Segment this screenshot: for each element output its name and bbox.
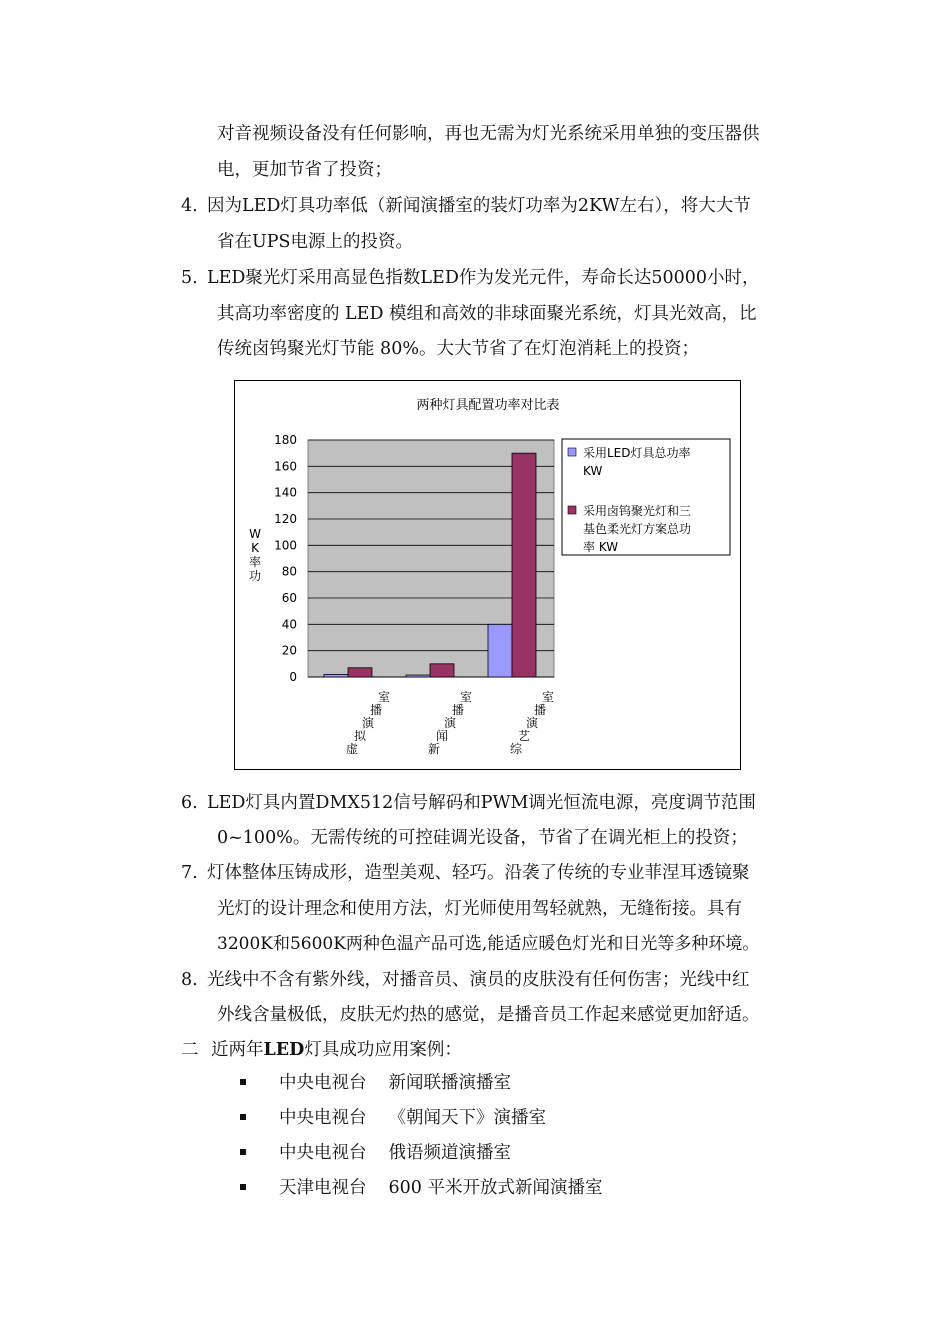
x-tick-label-char: 演 (443, 716, 457, 730)
list-item-8 (181, 968, 750, 992)
list-item (279, 1106, 546, 1130)
y-axis-label-char: 功 (248, 569, 262, 583)
section-heading-bold: LED (263, 1040, 305, 1060)
case-station: 天津电视台 (279, 1178, 367, 1198)
x-tick-label-char: 播 (369, 703, 383, 717)
y-tick-label: 20 (281, 643, 297, 658)
bar (512, 453, 536, 677)
list-number: 8. (181, 970, 198, 990)
x-tick-label-char: 室 (541, 690, 555, 704)
list-item-5-line-2: 其高功率密度的 LED 模组和高效的非球面聚光系统，灯具光效高，比 (217, 304, 757, 324)
y-axis-label-char: 率 (248, 555, 262, 569)
list-item-7 (181, 861, 750, 885)
section-heading-post: 灯具成功应用案例： (304, 1040, 462, 1060)
bar (406, 675, 430, 677)
y-tick-label: 0 (289, 670, 297, 684)
list-item-text: 灯体整体压铸成形，造型美观、轻巧。沿袭了传统的专业菲涅耳透镜聚 (207, 863, 750, 883)
list-number: 5. (181, 268, 198, 288)
x-tick-label-char: 综 (509, 742, 523, 756)
x-tick-label-char: 播 (451, 703, 465, 717)
bullet-icon (240, 1149, 246, 1155)
list-item-5 (181, 266, 760, 290)
x-tick-label-char: 演 (525, 716, 539, 730)
case-station: 中央电视台 (279, 1108, 367, 1128)
legend-swatch (568, 448, 576, 456)
para-continuation-line-1: 对音视频设备没有任何影响，再也无需为灯光系统采用单独的变压器供 (217, 124, 760, 144)
power-comparison-chart (235, 381, 740, 769)
bullet-icon (240, 1184, 246, 1190)
x-tick-label-char: 播 (533, 703, 547, 717)
bar (348, 668, 372, 677)
case-studio: 新闻联播演播室 (388, 1073, 511, 1093)
list-item-text: LED灯具内置DMX512信号解码和PWM调光恒流电源，亮度调节范围 (207, 793, 756, 813)
section-heading-2 (181, 1038, 462, 1062)
list-number: 6. (181, 793, 198, 813)
list-item-5-line-3: 传统卤钨聚光灯节能 80%。大大节省了在灯泡消耗上的投资； (217, 339, 699, 359)
x-tick-label-char: 室 (377, 690, 391, 704)
list-item-6 (181, 791, 756, 815)
y-tick-label: 180 (274, 433, 297, 447)
y-tick-label: 100 (274, 538, 297, 553)
x-tick-label-char: 艺 (517, 729, 531, 743)
x-tick-label-char: 闻 (435, 729, 449, 743)
list-item (279, 1176, 602, 1200)
y-tick-label: 120 (274, 512, 297, 526)
list-item-4-line-2: 省在UPS电源上的投资。 (217, 232, 414, 252)
bar (430, 664, 454, 677)
x-tick-label-char: 新 (427, 742, 441, 756)
case-station: 中央电视台 (279, 1143, 367, 1163)
bullet-icon (240, 1114, 246, 1120)
case-studio: 俄语频道演播室 (388, 1143, 511, 1163)
legend-label: 率 KW (583, 540, 619, 554)
x-tick-label-char: 虚 (345, 742, 359, 756)
section-heading-pre: 近两年 (211, 1040, 264, 1060)
legend-label: 采用LED灯具总功率 (583, 446, 691, 460)
y-tick-label: 80 (281, 564, 297, 579)
section-number: 二 (181, 1040, 199, 1060)
chart-title: 两种灯具配置功率对比表 (416, 398, 560, 413)
bullet-icon (240, 1079, 246, 1085)
case-studio: 600 平米开放式新闻演播室 (388, 1178, 603, 1198)
y-axis-label-char: K (251, 541, 259, 555)
list-item-text: 光线中不含有紫外线，对播音员、演员的皮肤没有任何伤害；光线中红 (207, 970, 750, 990)
list-item-text: 因为LED灯具功率低（新闻演播室的装灯功率为2KW左右），将大大节 (207, 196, 751, 216)
y-tick-label: 40 (281, 617, 297, 632)
list-item (279, 1071, 511, 1095)
list-number: 7. (181, 863, 198, 883)
list-item-4 (181, 194, 751, 218)
list-item-6-line-2: 0~100%。无需传统的可控硅调光设备，节省了在调光柜上的投资； (217, 828, 748, 848)
legend-swatch (568, 506, 576, 514)
legend-label: KW (583, 464, 603, 478)
list-item-text: LED聚光灯采用高显色指数LED作为发光元件，寿命长达50000小时， (207, 268, 760, 288)
case-station: 中央电视台 (279, 1073, 367, 1093)
bar (324, 674, 348, 677)
x-tick-label-char: 室 (459, 690, 473, 704)
y-tick-label: 60 (281, 591, 297, 605)
list-item (279, 1141, 511, 1165)
x-tick-label-char: 拟 (353, 729, 367, 743)
list-number: 4. (181, 196, 198, 216)
y-axis-label-char: W (249, 527, 261, 541)
list-item-7-line-3: 3200K和5600K两种色温产品可选,能适应暖色灯光和日光等多种环境。 (217, 934, 760, 954)
legend-label: 采用卤钨聚光灯和三 (583, 504, 692, 518)
list-item-8-line-2: 外线含量极低，皮肤无灼热的感觉，是播音员工作起来感觉更加舒适。 (217, 1005, 760, 1025)
x-tick-label-char: 演 (361, 716, 375, 730)
case-studio: 《朝闻天下》演播室 (388, 1108, 546, 1128)
bar (488, 624, 512, 677)
y-tick-label: 140 (274, 485, 297, 500)
chart-frame (234, 380, 741, 770)
para-continuation-line-2: 电，更加节省了投资； (217, 160, 392, 180)
list-item-7-line-2: 光灯的设计理念和使用方法，灯光师使用驾轻就熟，无缝衔接。具有 (217, 899, 742, 919)
y-tick-label: 160 (274, 459, 297, 474)
legend-label: 基色柔光灯方案总功 (583, 522, 692, 536)
